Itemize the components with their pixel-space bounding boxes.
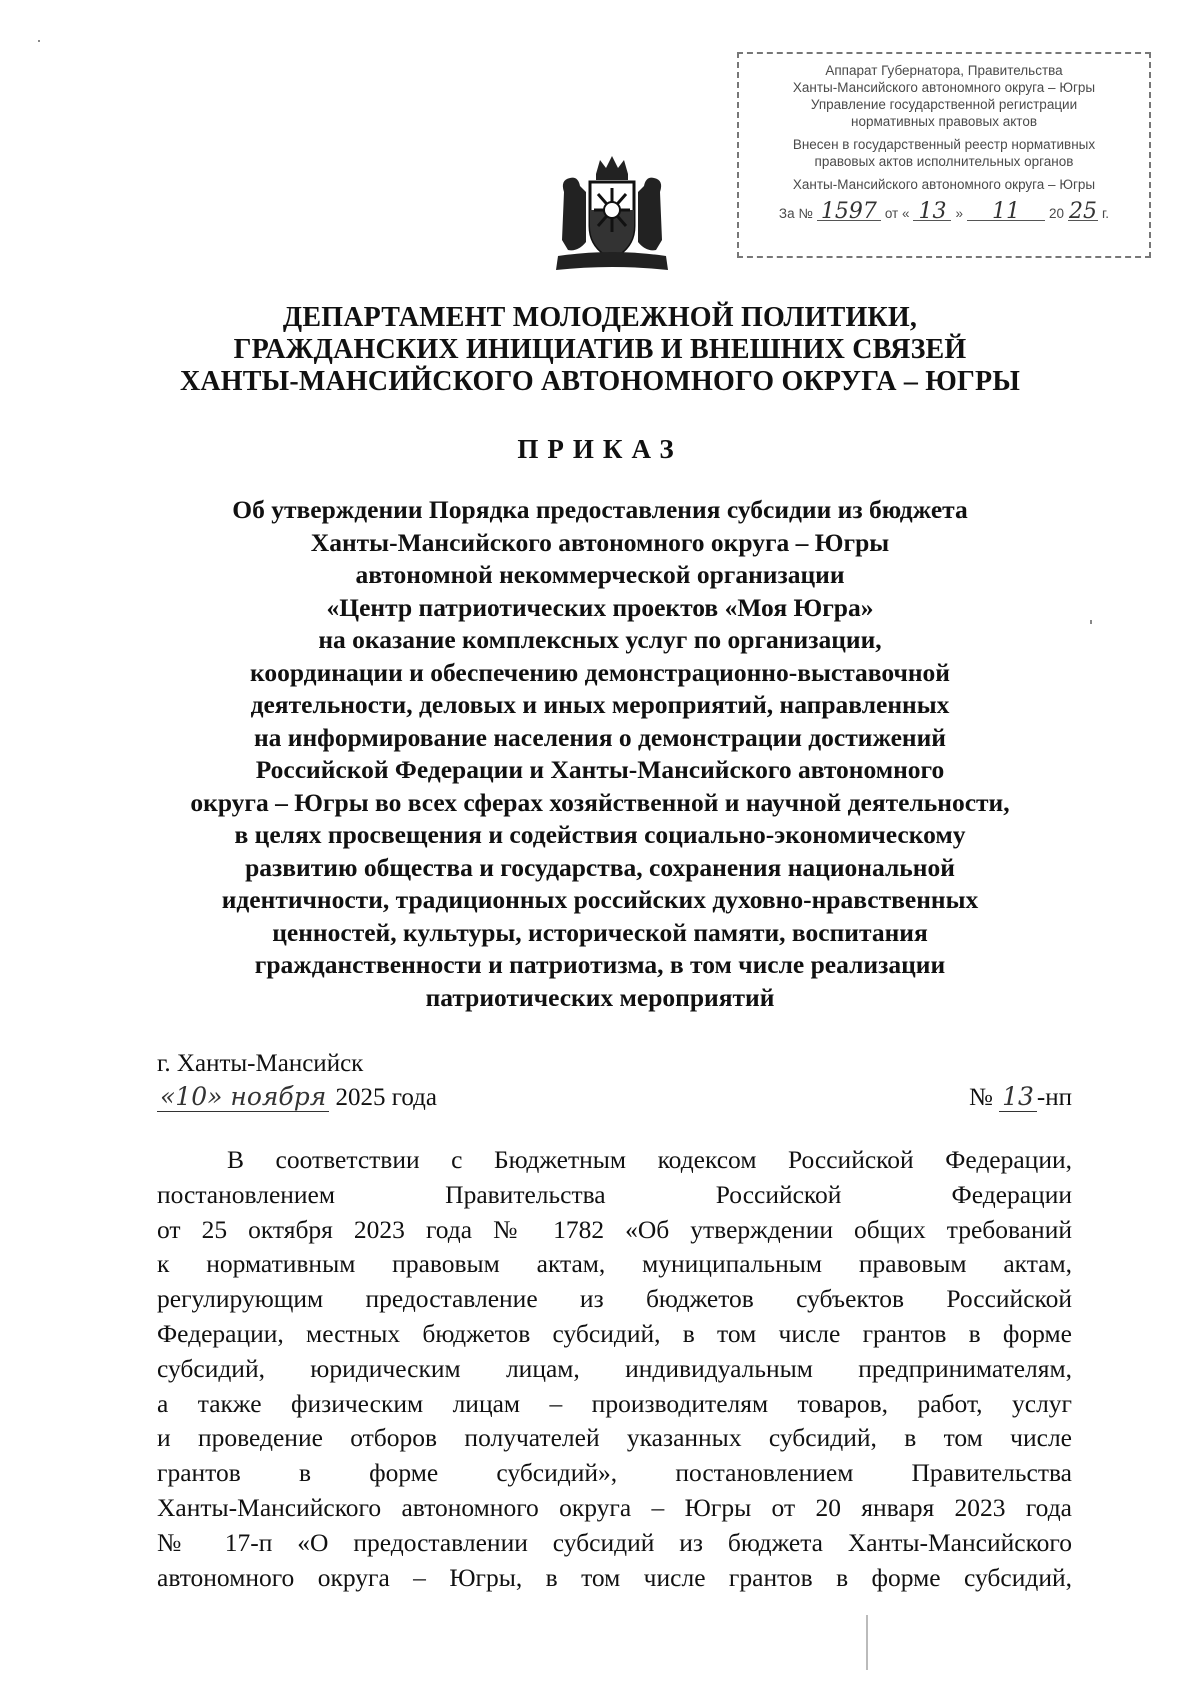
body-line: Федерации, местных бюджетов субсидий, в том числе грантов в форме xyxy=(157,1318,1072,1348)
subject-line: развитию общества и государства, сохранения национальной xyxy=(245,852,955,882)
number-suffix: -нп xyxy=(1036,1084,1072,1111)
document-type: ПРИКАЗ xyxy=(517,434,683,464)
stamp-line: нормативных правовых актов xyxy=(850,114,1038,129)
stamp-reg-number: 1597 xyxy=(817,203,881,221)
stamp-reg-year-suffix: 25 xyxy=(1069,199,1098,224)
subject-line: ценностей, культуры, исторической памяти, воспитания xyxy=(272,917,928,947)
stamp-line: Управление государственной регистрации xyxy=(810,97,1078,112)
date-year: 2025 года xyxy=(335,1084,437,1111)
body-line: автономного округа – Югры, в том числе грантов в форме субсидий, xyxy=(157,1562,1072,1592)
body-line: от 25 октября 2023 года № 1782 «Об утверждении общих требований xyxy=(157,1214,1072,1244)
subject-line: на оказание комплексных услуг по организации, xyxy=(318,625,882,654)
date-handwritten xyxy=(157,1082,329,1112)
subject-line: Ханты-Мансийского автономного округа – Югры xyxy=(310,527,890,557)
subject-line: в целях просвещения и содействия социально-экономическому xyxy=(234,820,966,849)
stamp-line: Ханты-Мансийского автономного округа – Югры xyxy=(792,177,1096,192)
stamp-reg-close: » xyxy=(955,206,963,221)
place: г. Ханты-Мансийск xyxy=(157,1050,364,1077)
organization-header xyxy=(0,302,1200,398)
number-prefix: № xyxy=(968,1084,993,1111)
body-line: и проведение отборов получателей указанных субсидий, в том числе xyxy=(157,1423,1072,1453)
coat-of-arms-icon xyxy=(552,152,672,278)
subject-line: округа – Югры во всех сферах хозяйственной и научной деятельности, xyxy=(190,787,1010,817)
body-line: Ханты-Мансийского автономного округа – Югры от 20 января 2023 года xyxy=(157,1492,1072,1522)
body-line: В соответствии с Бюджетным кодексом Российской Федерации, xyxy=(227,1145,1072,1174)
stamp-reg-year-prefix: 20 xyxy=(1049,206,1065,221)
stamp-line: Внесен в государственный реестр нормативных xyxy=(792,137,1096,152)
number-value: 13 xyxy=(999,1082,1037,1112)
subject-line: гражданственности и патриотизма, в том числе реализации xyxy=(254,950,946,979)
date-open-quote: « xyxy=(160,1082,176,1111)
document-body xyxy=(157,1143,1072,1595)
document-date xyxy=(157,1082,437,1112)
body-line: регулирующим предоставление из бюджетов субъектов Российской xyxy=(157,1284,1072,1314)
stamp-registration-line xyxy=(749,199,1139,224)
stamp-line: Аппарат Губернатора, Правительства xyxy=(825,63,1063,78)
body-line: субсидий, юридическим лицам, индивидуальным предпринимателям, xyxy=(157,1353,1072,1383)
scan-speck xyxy=(1090,620,1092,624)
body-line: к нормативным правовым актам, муниципальным правовым актам, xyxy=(157,1249,1072,1279)
stamp-line: правовых актов исполнительных органов xyxy=(814,154,1074,169)
date-month: ноября xyxy=(230,1082,327,1111)
body-line: № 17-п «О предоставлении субсидий из бюджета Ханты-Мансийского xyxy=(157,1527,1072,1557)
date-day: 10 xyxy=(175,1082,208,1111)
scan-mark xyxy=(866,1615,868,1670)
stamp-reg-from: от « xyxy=(884,206,910,221)
document-number xyxy=(969,1082,1072,1112)
subject-line: автономной некоммерческой организации xyxy=(355,560,845,589)
registration-stamp xyxy=(737,52,1151,258)
subject-line: «Центр патриотических проектов «Моя Югра» xyxy=(326,592,874,622)
subject-line: на информирование населения о демонстрации достижений xyxy=(253,722,946,752)
body-line: постановлением Правительства Российской Федерации xyxy=(157,1179,1072,1209)
stamp-reg-day: 13 xyxy=(913,203,951,221)
stamp-reg-prefix: За № xyxy=(778,206,813,221)
document-subject xyxy=(0,494,1200,1014)
subject-line: идентичности, традиционных российских духовно-нравственных xyxy=(221,885,979,914)
subject-line: координации и обеспечению демонстрационно-выставочной xyxy=(249,657,951,687)
subject-line: Об утверждении Порядка предоставления субсидии из бюджета xyxy=(232,495,968,524)
date-close-quote: » xyxy=(207,1082,223,1111)
body-line: грантов в форме субсидий», постановлением Правительства xyxy=(157,1458,1072,1488)
scan-speck xyxy=(38,40,40,42)
header-line: ГРАЖДАНСКИХ ИНИЦИАТИВ И ВНЕШНИХ СВЯЗЕЙ xyxy=(233,334,967,365)
subject-line: Российской Федерации и Ханты-Мансийского автономного xyxy=(255,755,945,784)
header-line: ДЕПАРТАМЕНТ МОЛОДЕЖНОЙ ПОЛИТИКИ, xyxy=(282,302,918,333)
stamp-reg-month: 11 xyxy=(967,203,1045,221)
date-number-row xyxy=(157,1082,1072,1122)
subject-line: деятельности, деловых и иных мероприятий, направленных xyxy=(250,690,950,719)
stamp-reg-year-end: г. xyxy=(1102,206,1110,221)
stamp-line: Ханты-Мансийского автономного округа – Югры xyxy=(792,80,1096,95)
header-line: ХАНТЫ-МАНСИЙСКОГО АВТОНОМНОГО ОКРУГА – ЮГРЫ xyxy=(179,366,1021,397)
subject-line: патриотических мероприятий xyxy=(425,982,775,1012)
body-line: а также физическим лицам – производителям товаров, работ, услуг xyxy=(157,1388,1072,1418)
